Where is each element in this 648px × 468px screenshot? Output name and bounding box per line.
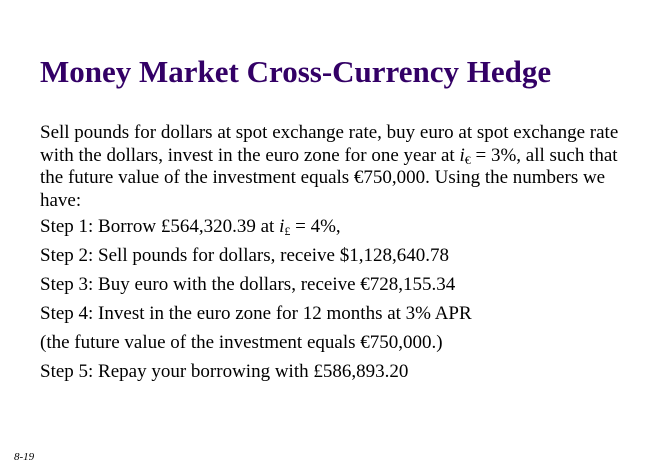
pound-subscript: £ — [284, 224, 291, 238]
slide-body — [40, 122, 640, 386]
slide-title: Money Market Cross-Currency Hedge — [40, 54, 552, 89]
step-4-note: (the future value of the investment equals €750,000.) — [40, 332, 443, 353]
step-1 — [40, 212, 640, 241]
step-1-rate: = 4%, — [290, 216, 341, 237]
step-4: Step 4: Invest in the euro zone for 12 months at 3% APR — [40, 303, 472, 324]
interest-rate-symbol: i — [459, 144, 465, 166]
step-3: Step 3: Buy euro with the dollars, receive €728,155.34 — [40, 274, 456, 295]
intro-paragraph — [40, 122, 640, 212]
step-2: Step 2: Sell pounds for dollars, receive $1,128,640.78 — [40, 245, 449, 266]
intro-text-part2: = 3%, all such that the future value of the investment equals €750,000. Using the numbers we have: — [40, 144, 618, 211]
step-1-text: Step 1: Borrow £564,320.39 at — [40, 216, 280, 237]
interest-rate-symbol: i — [279, 216, 285, 237]
intro-text-part1: Sell pounds for dollars at spot exchange rate, buy euro at spot exchange rate with the dollars, invest in the euro zone for one year at — [40, 122, 619, 166]
step-5: Step 5: Repay your borrowing with £586,893.20 — [40, 361, 409, 382]
euro-subscript: € — [464, 152, 471, 167]
page-number: 8-19 — [14, 451, 35, 463]
